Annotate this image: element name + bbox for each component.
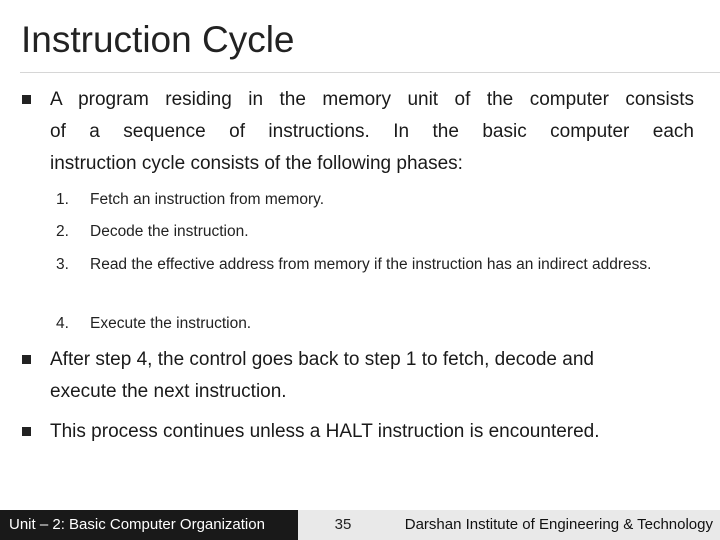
phase-number: 4. [56, 315, 69, 332]
title-divider [20, 72, 720, 73]
phase-text: Fetch an instruction from memory. [90, 191, 325, 208]
bullet-text [50, 416, 694, 448]
bullet-text [50, 344, 694, 408]
phase-item [56, 218, 696, 245]
phase-item [56, 251, 696, 278]
phase-item [56, 310, 696, 337]
bullet-item [22, 84, 694, 180]
phase-number: 2. [56, 223, 69, 240]
square-bullet-icon [22, 95, 31, 104]
bullet-text [50, 84, 694, 180]
bullet-text-line: execute the next instruction. [50, 381, 287, 402]
bullet-text-line: A program residing in the memory unit of the computer consists [50, 89, 694, 110]
footer-unit-label: Unit – 2: Basic Computer Organization [0, 510, 298, 540]
square-bullet-icon [22, 355, 31, 364]
phase-number: 1. [56, 191, 69, 208]
phase-text: Read the effective address from memory if the instruction has an indirect address. [90, 256, 652, 273]
phase-text: Decode the instruction. [90, 223, 249, 240]
bullet-text-line: This process continues unless a HALT instruction is encountered. [50, 421, 600, 442]
slide-footer [0, 510, 720, 540]
square-bullet-icon [22, 427, 31, 436]
phase-text: Execute the instruction. [90, 315, 252, 332]
bullet-text-line: instruction cycle consists of the following phases: [50, 153, 463, 174]
phase-number: 3. [56, 256, 69, 273]
bullet-text-line: After step 4, the control goes back to step 1 to fetch, decode and [50, 349, 594, 370]
bullet-item [22, 416, 694, 448]
bullet-text-line: of a sequence of instructions. In the basic computer each [50, 121, 694, 142]
phase-item [56, 186, 696, 213]
footer-page-number: 35 [334, 516, 352, 533]
bullet-item [22, 344, 694, 408]
slide-title: Instruction Cycle [21, 19, 295, 60]
footer-institute-name: Darshan Institute of Engineering & Technology [404, 516, 713, 533]
